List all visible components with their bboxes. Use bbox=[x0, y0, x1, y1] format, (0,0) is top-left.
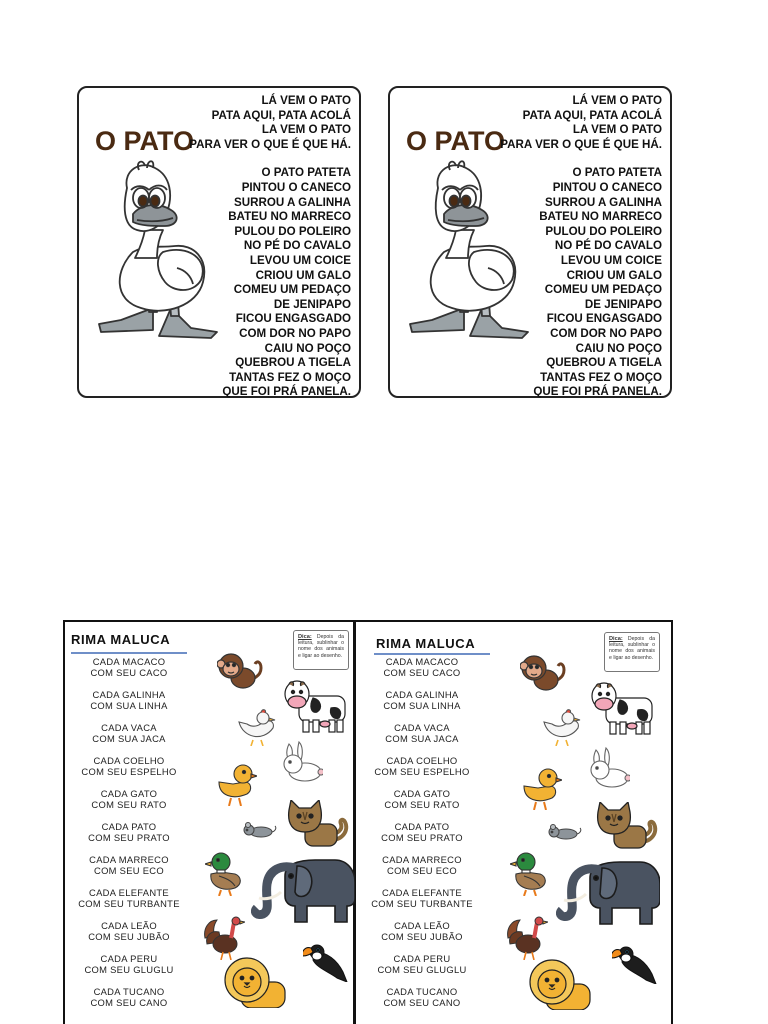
pato-card-left bbox=[77, 86, 361, 398]
verse-line-rhyme: COM SEU ECO bbox=[387, 865, 457, 876]
poem-line: QUE FOI PRÁ PANELA. bbox=[222, 385, 351, 399]
mouse-icon bbox=[546, 824, 582, 845]
dica-label: Dica: bbox=[298, 634, 312, 640]
verse-line-animal: CADA MACACO bbox=[385, 656, 459, 667]
rhyme-verse bbox=[54, 689, 204, 711]
elephant-icon bbox=[251, 858, 355, 929]
poem-line: PINTOU O CANECO bbox=[241, 180, 351, 194]
poem-line: PATA AQUI, PATA ACOLÁ bbox=[522, 108, 662, 122]
verse-line-animal: CADA TUCANO bbox=[93, 986, 165, 997]
poem-line: PARA VER O QUE É QUE HÁ. bbox=[189, 137, 351, 151]
rima-card-right bbox=[355, 620, 673, 1024]
monkey-icon bbox=[520, 652, 568, 697]
poem-line: O PATO PATETA bbox=[572, 166, 662, 180]
verse-line-animal: CADA GATO bbox=[100, 788, 158, 799]
verse-line-rhyme: COM SUA JACA bbox=[385, 733, 459, 744]
cat-icon bbox=[287, 800, 349, 855]
poem-line: PINTOU O CANECO bbox=[552, 180, 662, 194]
rima-title: RIMA MALUCA bbox=[71, 632, 171, 647]
title-underline bbox=[374, 653, 490, 655]
dica-text: Depois da leitura, sublinhar o nome dos animais e ligar ao desenho. bbox=[298, 634, 344, 659]
poem-line: COMEU UM PEDAÇO bbox=[544, 283, 662, 297]
poem-line: LEVOU UM COICE bbox=[560, 253, 662, 267]
poem-line: SURROU A GALINHA bbox=[544, 195, 662, 209]
poem-line: PARA VER O QUE É QUE HÁ. bbox=[500, 137, 662, 151]
mouse-icon bbox=[241, 822, 277, 843]
poem-line: QUE FOI PRÁ PANELA. bbox=[533, 385, 662, 399]
verse-line-rhyme: COM SEU JUBÃO bbox=[381, 931, 463, 942]
rhyme-verse bbox=[347, 854, 497, 876]
rhyme-verse bbox=[347, 821, 497, 843]
poem-line: CRIOU UM GALO bbox=[566, 268, 662, 282]
cow-icon bbox=[590, 680, 658, 741]
rhyme-verse bbox=[347, 953, 497, 975]
dica-text: Depois da leitura, sublinhar o nome dos animais e ligar ao desenho. bbox=[609, 636, 655, 661]
rhyme-verse bbox=[54, 953, 204, 975]
toucan-icon bbox=[612, 944, 660, 989]
verse-line-rhyme: COM SEU TURBANTE bbox=[371, 898, 473, 909]
poem-line: LA VEM O PATO bbox=[261, 123, 351, 137]
mallard-icon bbox=[510, 850, 550, 901]
verse-line-animal: CADA GALINHA bbox=[92, 689, 166, 700]
rhyme-verse bbox=[347, 722, 497, 744]
hen-icon bbox=[538, 708, 582, 751]
rhyme-verse bbox=[347, 887, 497, 909]
verse-line-animal: CADA ELEFANTE bbox=[89, 887, 169, 898]
rabbit-icon bbox=[584, 746, 630, 793]
verse-line-animal: CADA VACA bbox=[394, 722, 450, 733]
verse-line-rhyme: COM SEU CANO bbox=[383, 997, 461, 1008]
cat-icon bbox=[596, 802, 658, 857]
rhyme-verse bbox=[347, 986, 497, 1008]
rhyme-verse bbox=[54, 920, 204, 942]
poem-line: FICOU ENGASGADO bbox=[235, 312, 351, 326]
rhyme-verse bbox=[54, 656, 204, 678]
poem-line: DE JENIPAPO bbox=[273, 297, 351, 311]
verse-line-animal: CADA PATO bbox=[101, 821, 157, 832]
elephant-icon bbox=[556, 860, 660, 931]
poem-line: DE JENIPAPO bbox=[584, 297, 662, 311]
verse-line-rhyme: COM SEU PRATO bbox=[381, 832, 463, 843]
verse-line-rhyme: COM SEU CANO bbox=[90, 997, 168, 1008]
poem-line: LEVOU UM COICE bbox=[249, 253, 351, 267]
poem-line: LÁ VEM O PATO bbox=[261, 94, 351, 107]
rhyme-verse bbox=[54, 887, 204, 909]
verse-line-rhyme: COM SEU ECO bbox=[94, 865, 164, 876]
monkey-icon bbox=[217, 650, 265, 695]
poem-line: QUEBROU A TIGELA bbox=[235, 356, 351, 370]
duck-icon bbox=[518, 766, 562, 815]
pato-poem bbox=[189, 94, 351, 400]
poem-line: CAIU NO POÇO bbox=[575, 341, 662, 355]
toucan-icon bbox=[303, 942, 351, 987]
cow-icon bbox=[283, 678, 351, 739]
rhyme-verse bbox=[347, 788, 497, 810]
verse-line-animal: CADA MARRECO bbox=[382, 854, 462, 865]
verse-line-animal: CADA TUCANO bbox=[386, 986, 458, 997]
poem-line: PATA AQUI, PATA ACOLÁ bbox=[211, 108, 351, 122]
lion-icon bbox=[221, 956, 291, 1013]
verse-line-rhyme: COM SEU CACO bbox=[383, 667, 461, 678]
dica-box bbox=[293, 630, 349, 670]
poem-line: COMEU UM PEDAÇO bbox=[233, 283, 351, 297]
verse-line-animal: CADA MARRECO bbox=[89, 854, 169, 865]
rima-title: RIMA MALUCA bbox=[376, 636, 476, 651]
poem-line: NO PÉ DO CAVALO bbox=[554, 239, 662, 253]
pato-card-right bbox=[388, 86, 672, 398]
verse-line-rhyme: COM SEU JUBÃO bbox=[88, 931, 170, 942]
poem-line: QUEBROU A TIGELA bbox=[546, 356, 662, 370]
verse-line-animal: CADA ELEFANTE bbox=[382, 887, 462, 898]
verse-line-animal: CADA LEÃO bbox=[101, 920, 157, 931]
poem-line: COM DOR NO PAPO bbox=[239, 326, 351, 340]
dica-box bbox=[604, 632, 660, 672]
verse-line-animal: CADA MACACO bbox=[92, 656, 166, 667]
hen-icon bbox=[233, 708, 277, 751]
pato-title: O PATO bbox=[95, 126, 195, 156]
dica-label: Dica: bbox=[609, 636, 623, 642]
rabbit-icon bbox=[277, 740, 323, 787]
poem-line: SURROU A GALINHA bbox=[233, 195, 351, 209]
title-underline bbox=[71, 652, 187, 654]
verse-line-rhyme: COM SEU ESPELHO bbox=[81, 766, 177, 777]
poem-line: NO PÉ DO CAVALO bbox=[243, 239, 351, 253]
rhyme-verse bbox=[347, 755, 497, 777]
poem-line: COM DOR NO PAPO bbox=[550, 326, 662, 340]
mallard-icon bbox=[205, 850, 245, 901]
verse-line-rhyme: COM SEU RATO bbox=[384, 799, 460, 810]
rhyme-verse bbox=[54, 755, 204, 777]
rhyme-verse bbox=[347, 689, 497, 711]
poem-line: TANTAS FEZ O MOÇO bbox=[540, 370, 662, 384]
verse-line-animal: CADA LEÃO bbox=[394, 920, 450, 931]
verse-line-rhyme: COM SEU TURBANTE bbox=[78, 898, 180, 909]
rhyme-verse bbox=[347, 920, 497, 942]
rhyme-verse bbox=[54, 821, 204, 843]
poem-line: BATEU NO MARRECO bbox=[228, 210, 351, 224]
verse-line-animal: CADA PERU bbox=[100, 953, 158, 964]
rhyme-verse bbox=[54, 854, 204, 876]
rhyme-verse bbox=[347, 656, 497, 678]
poem-line: FICOU ENGASGADO bbox=[546, 312, 662, 326]
verse-line-rhyme: COM SUA LINHA bbox=[90, 700, 168, 711]
verse-line-rhyme: COM SUA JACA bbox=[92, 733, 166, 744]
pato-poem bbox=[500, 94, 662, 400]
verse-line-animal: CADA PATO bbox=[394, 821, 450, 832]
verse-line-animal: CADA PERU bbox=[393, 953, 451, 964]
verse-line-animal: CADA COELHO bbox=[386, 755, 458, 766]
rhyme-verse bbox=[54, 986, 204, 1008]
poem-line: LÁ VEM O PATO bbox=[572, 94, 662, 107]
poem-line: PULOU DO POLEIRO bbox=[545, 224, 662, 238]
verse-line-animal: CADA GALINHA bbox=[385, 689, 459, 700]
verse-line-animal: CADA VACA bbox=[101, 722, 157, 733]
duck-icon bbox=[213, 762, 257, 811]
verse-line-rhyme: COM SEU GLUGLU bbox=[377, 964, 467, 975]
verse-line-rhyme: COM SEU PRATO bbox=[88, 832, 170, 843]
poem-line: CRIOU UM GALO bbox=[255, 268, 351, 282]
verse-line-rhyme: COM SEU GLUGLU bbox=[84, 964, 174, 975]
lion-icon bbox=[526, 958, 596, 1015]
poem-line: O PATO PATETA bbox=[261, 166, 351, 180]
verse-line-animal: CADA COELHO bbox=[93, 755, 165, 766]
verse-line-rhyme: COM SEU RATO bbox=[91, 799, 167, 810]
verse-line-rhyme: COM SEU CACO bbox=[90, 667, 168, 678]
pato-title: O PATO bbox=[406, 126, 506, 156]
rhyme-verse bbox=[54, 788, 204, 810]
rhyme-verse bbox=[54, 722, 204, 744]
verse-line-rhyme: COM SUA LINHA bbox=[383, 700, 461, 711]
rima-card-left bbox=[63, 620, 355, 1024]
poem-line: BATEU NO MARRECO bbox=[539, 210, 662, 224]
poem-line: PULOU DO POLEIRO bbox=[234, 224, 351, 238]
verse-line-rhyme: COM SEU ESPELHO bbox=[374, 766, 470, 777]
poem-line: LA VEM O PATO bbox=[572, 123, 662, 137]
verse-line-animal: CADA GATO bbox=[393, 788, 451, 799]
poem-line: TANTAS FEZ O MOÇO bbox=[229, 370, 351, 384]
poem-line: CAIU NO POÇO bbox=[264, 341, 351, 355]
